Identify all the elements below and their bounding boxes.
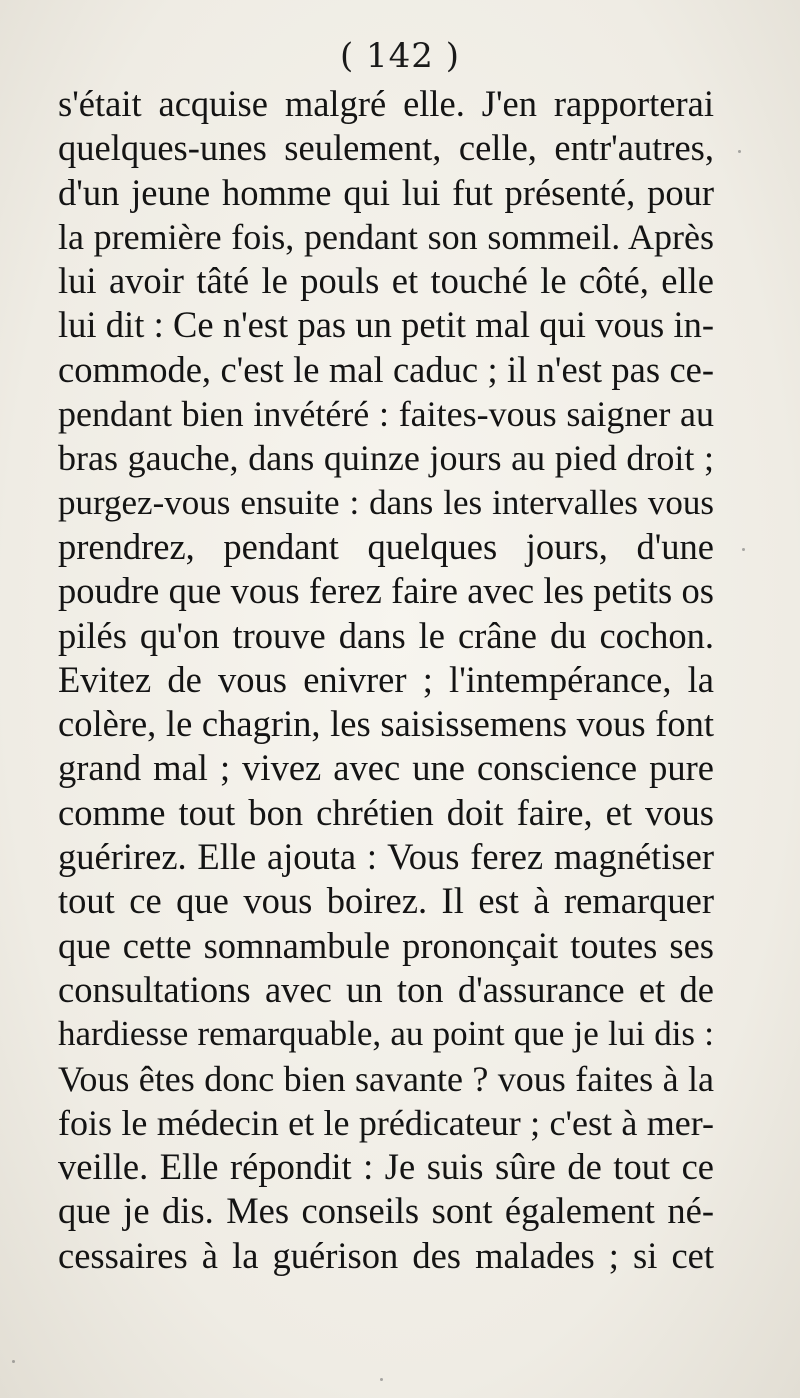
page-text	[58, 82, 714, 1278]
text-line: la première fois, pendant son sommeil. Après	[58, 216, 714, 257]
text-line: s'était acquise malgré elle. J'en rapporterai	[58, 83, 714, 124]
text-line: comme tout bon chrétien doit faire, et vous	[58, 791, 714, 833]
text-line: lui dit : Ce n'est pas un petit mal qui vous in-	[58, 304, 714, 346]
text-line: cessaires à la guérison des malades ; si cet	[58, 1234, 714, 1276]
text-line: colère, le chagrin, les saisissemens vous font	[58, 703, 714, 745]
text-line: Vous êtes donc bien savante ? vous faites à la	[58, 1058, 714, 1099]
text-line: fois le médecin et le prédicateur ; c'est à mer-	[58, 1102, 714, 1143]
text-line: quelques-unes seulement, celle, entr'autres,	[58, 127, 714, 169]
text-line: tout ce que vous boirez. Il est à remarquer	[58, 880, 714, 922]
text-line: que je dis. Mes conseils sont également né-	[58, 1190, 714, 1232]
text-line: bras gauche, dans quinze jours au pied droit ;	[58, 438, 714, 479]
text-line: poudre que vous ferez faire avec les petits os	[58, 570, 714, 612]
text-line: pendant bien invétéré : faites-vous saigner au	[58, 394, 714, 435]
text-line: d'un jeune homme qui lui fut présenté, pour	[58, 171, 714, 213]
text-line: guérirez. Elle ajouta : Vous ferez magnétiser	[58, 836, 714, 878]
paper-speck	[742, 548, 745, 551]
text-line: purgez-vous ensuite : dans les intervalles vous	[58, 482, 714, 522]
text-line: commode, c'est le mal caduc ; il n'est pas ce-	[58, 348, 714, 390]
text-line: que cette somnambule prononçait toutes ses	[58, 924, 714, 966]
text-line: consultations avec un ton d'assurance et de	[58, 968, 714, 1010]
text-line: veille. Elle répondit : Je suis sûre de tout ce	[58, 1146, 714, 1188]
paper-speck	[12, 1360, 15, 1363]
text-line: prendrez, pendant quelques jours, d'une	[58, 525, 714, 567]
text-line: grand mal ; vivez avec une conscience pure	[58, 747, 714, 789]
paper-speck	[380, 1378, 383, 1381]
text-line: pilés qu'on trouve dans le crâne du cochon.	[58, 614, 714, 656]
text-line: Evitez de vous enivrer ; l'intempérance, la	[58, 658, 714, 700]
text-line: hardiesse remarquable, au point que je lui dis :	[58, 1014, 714, 1054]
page-number: ( 142 )	[339, 36, 461, 76]
paper-speck	[738, 150, 741, 153]
text-line: lui avoir tâté le pouls et touché le côté, elle	[58, 260, 714, 302]
